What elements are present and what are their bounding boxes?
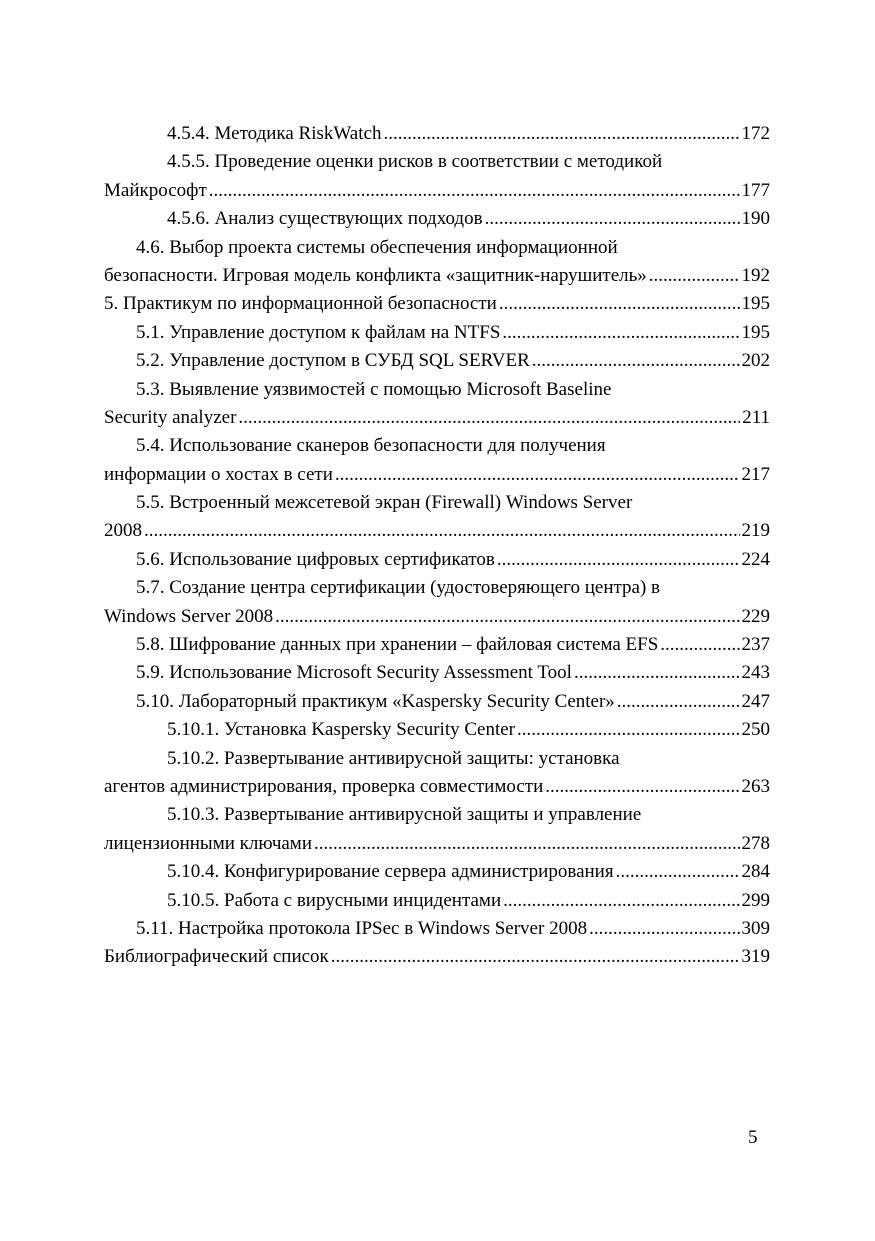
- toc-entry: [104, 801, 770, 858]
- toc-entry-title-first-line: 5.7. Создание центра сертификации (удостоверяющего центра) в: [136, 577, 661, 599]
- dot-leader: [335, 461, 740, 489]
- page-number: 5: [748, 1127, 758, 1148]
- toc-entry-title-first-line: 5.5. Встроенный межсетевой экран (Firewall) Windows Server: [136, 492, 633, 514]
- toc-entry-page: 237: [741, 634, 770, 656]
- toc-entry-title: Майкрософт: [104, 179, 207, 201]
- toc-entry-title: лицензионными ключами: [104, 832, 312, 854]
- toc-entry-page: 278: [741, 832, 770, 854]
- toc-entry-page: 219: [741, 520, 770, 542]
- toc-entry: [104, 347, 770, 375]
- toc-entry-title: 5.10.5. Работа с вирусными инцидентами: [167, 889, 502, 911]
- dot-leader: [499, 290, 740, 318]
- toc-entry-title-first-line: 5.10.2. Развертывание антивирусной защиты: установка: [167, 747, 620, 769]
- toc-entry: [104, 205, 770, 233]
- toc-entry-page: 202: [741, 350, 770, 372]
- toc-entry: [104, 887, 770, 915]
- dot-leader: [485, 205, 740, 233]
- toc-entry-title: Windows Server 2008: [104, 605, 274, 627]
- toc-entry-page: 247: [741, 690, 770, 712]
- dot-leader: [275, 603, 739, 631]
- toc-entry: [104, 745, 770, 802]
- toc-entry-title: агентов администрирования, проверка совместимости: [104, 775, 544, 797]
- dot-leader: [502, 319, 739, 347]
- toc-entry-page: 250: [741, 719, 770, 741]
- toc-entry-title: 5.9. Использование Microsoft Security Assessment Tool: [136, 662, 572, 684]
- toc-entry-title: безопасности. Игровая модель конфликта «защитник-нарушитель»: [104, 264, 647, 286]
- toc-entry-page: 319: [741, 946, 770, 968]
- toc-entry-title: 5. Практикум по информационной безопасности: [104, 293, 497, 315]
- toc-entry-page: 195: [741, 293, 770, 315]
- dot-leader: [617, 688, 740, 716]
- toc-entry: [104, 858, 770, 886]
- toc-entry-title: Security analyzer: [104, 406, 237, 428]
- dot-leader: [589, 915, 739, 943]
- toc-entry: [104, 234, 770, 291]
- toc-entry: [104, 120, 770, 148]
- toc-entry: [104, 319, 770, 347]
- toc-entry: [104, 716, 770, 744]
- toc-entry: [104, 432, 770, 489]
- toc-entry-title-first-line: 5.4. Использование сканеров безопасности для получения: [136, 435, 606, 457]
- toc-entry: [104, 290, 770, 318]
- toc-entry: [104, 546, 770, 574]
- table-of-contents: [104, 120, 770, 972]
- dot-leader: [331, 943, 740, 971]
- toc-entry-title: Библиографический список: [104, 946, 329, 968]
- toc-entry-page: 309: [741, 917, 770, 939]
- toc-entry-page: 172: [741, 123, 770, 144]
- toc-entry-title: 5.6. Использование цифровых сертификатов: [136, 548, 495, 570]
- toc-entry-page: 177: [741, 179, 770, 201]
- toc-entry-title: 4.5.4. Методика RiskWatch: [167, 123, 382, 144]
- dot-leader: [649, 262, 740, 290]
- toc-entry: [104, 148, 770, 205]
- toc-entry-title: 5.10.4. Конфигурирование сервера администрирования: [167, 861, 614, 883]
- toc-entry-title: 5.11. Настройка протокола IPSec в Windows Server 2008: [136, 917, 588, 939]
- toc-entry-page: 229: [741, 605, 770, 627]
- toc-entry-page: 217: [741, 463, 770, 485]
- dot-leader: [144, 517, 740, 545]
- toc-entry-title-first-line: 4.5.5. Проведение оценки рисков в соответствии с методикой: [167, 151, 663, 173]
- toc-entry: [104, 659, 770, 687]
- toc-entry: [104, 376, 770, 433]
- toc-entry-title: 5.1. Управление доступом к файлам на NTFS: [136, 321, 501, 343]
- toc-entry-title: 5.2. Управление доступом в СУБД SQL SERVER: [136, 350, 530, 372]
- toc-entry-page: 195: [741, 321, 770, 343]
- toc-entry-page: 211: [742, 406, 770, 428]
- toc-entry-title: 5.8. Шифрование данных при хранении – файловая система EFS: [136, 634, 659, 656]
- dot-leader: [209, 177, 740, 205]
- toc-entry-title: 2008: [104, 520, 142, 542]
- dot-leader: [574, 659, 740, 687]
- toc-entry-title: 4.5.6. Анализ существующих подходов: [167, 208, 483, 230]
- dot-leader: [383, 120, 739, 148]
- toc-entry-page: 263: [741, 775, 770, 797]
- toc-entry-page: 224: [741, 548, 770, 570]
- toc-entry-title: 5.10.1. Установка Kaspersky Security Center: [167, 719, 516, 741]
- toc-entry-title-first-line: 5.3. Выявление уязвимостей с помощью Microsoft Baseline: [136, 378, 612, 400]
- toc-entry: [104, 631, 770, 659]
- toc-entry-title: информации о хостах в сети: [104, 463, 333, 485]
- toc-entry-title-first-line: 4.6. Выбор проекта системы обеспечения информационной: [136, 236, 618, 258]
- toc-entry-title-first-line: 5.10.3. Развертывание антивирусной защиты и управление: [167, 804, 642, 826]
- dot-leader: [314, 830, 740, 858]
- toc-entry-page: 284: [741, 861, 770, 883]
- toc-entry: [104, 915, 770, 943]
- dot-leader: [517, 716, 739, 744]
- toc-entry: [104, 688, 770, 716]
- toc-entry-title: 5.10. Лабораторный практикум «Kaspersky Security Center»: [136, 690, 615, 712]
- toc-entry-page: 192: [741, 264, 770, 286]
- dot-leader: [238, 404, 740, 432]
- toc-entry-page: 299: [741, 889, 770, 911]
- dot-leader: [616, 858, 740, 886]
- toc-entry: [104, 489, 770, 546]
- dot-leader: [503, 887, 739, 915]
- dot-leader: [532, 347, 740, 375]
- dot-leader: [545, 773, 739, 801]
- dot-leader: [497, 546, 740, 574]
- toc-entry: [104, 943, 770, 971]
- toc-entry-page: 243: [741, 662, 770, 684]
- toc-entry: [104, 574, 770, 631]
- toc-entry-page: 190: [741, 208, 770, 230]
- dot-leader: [660, 631, 739, 659]
